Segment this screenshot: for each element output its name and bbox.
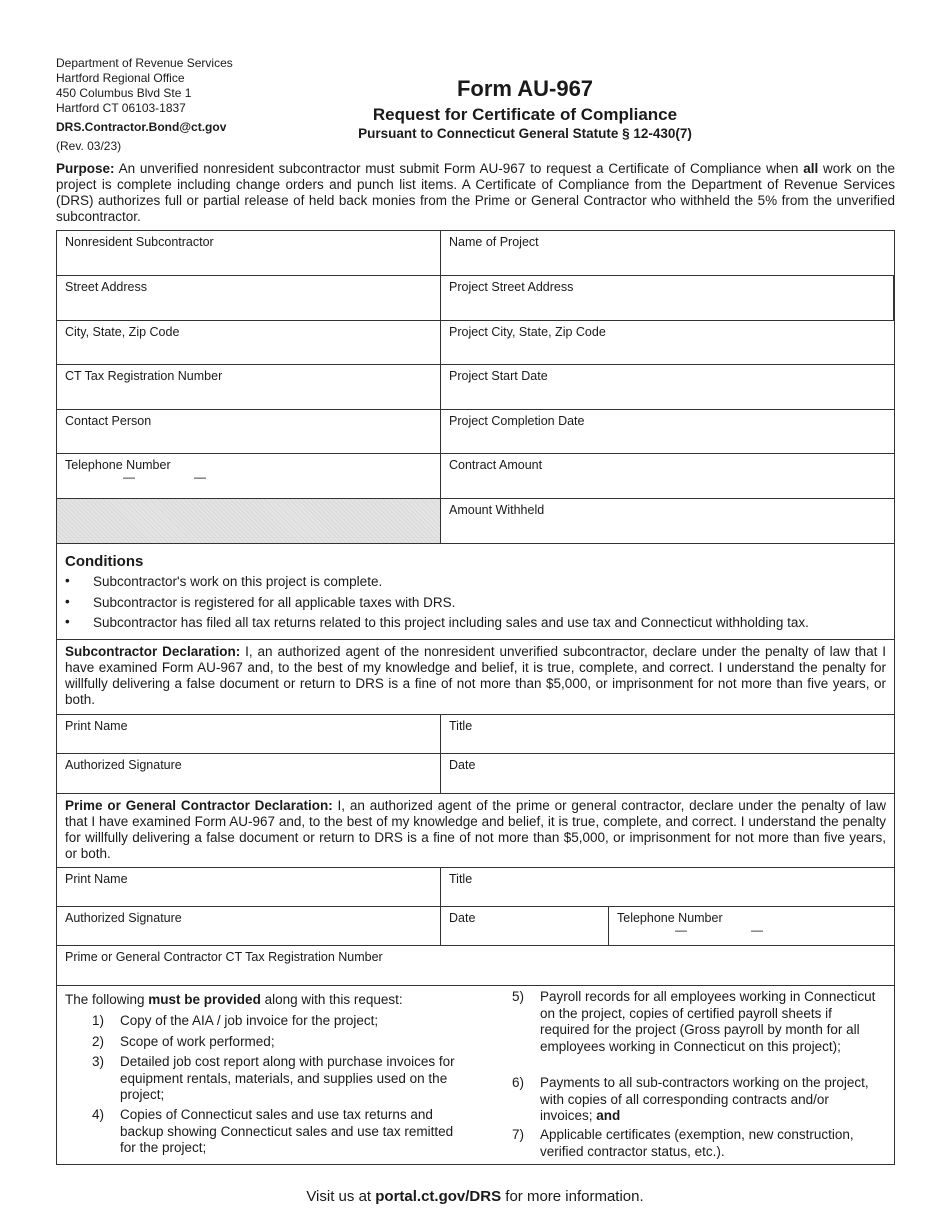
prime-telephone-field[interactable] (609, 907, 894, 946)
field-telephone-number[interactable] (57, 454, 441, 499)
phone-dash: — (675, 923, 687, 937)
field-label: Print Name (65, 872, 128, 886)
bullet-icon: • (65, 594, 70, 609)
prime-contractor-declaration (57, 794, 894, 868)
field-city-state-zip[interactable] (57, 321, 441, 365)
field-label: Print Name (65, 719, 128, 733)
field-label: Nonresident Subcontractor (65, 235, 214, 249)
field-label: Telephone Number (617, 911, 723, 925)
declaration-label: Prime or General Contractor Declaration: (65, 798, 333, 813)
field-label: Authorized Signature (65, 911, 182, 925)
portal-link[interactable]: portal.ct.gov/DRS (375, 1188, 502, 1205)
sub-signature-field[interactable] (57, 754, 441, 794)
form-title: Form AU-967 (456, 76, 594, 101)
purpose-bold: all (803, 161, 819, 176)
declaration-text: I, an authorized agent of the prime or general contractor, declare under the penalty of law that I have examined Form AU-967 and, to the best of my knowledge and belief, it is true, complete, and correct. I understand the penalty for willfully delivering a false document or return to DRS is a fine of not more than $5,000, or imprisonment for not more than five years, or both. (65, 798, 887, 861)
field-label: Date (449, 758, 476, 772)
declaration-text: I, an authorized agent of the nonresident unverified subcontractor, declare under the penalty of law that I have examined Form AU-967 and, to the best of my knowledge and belief, it is true, complete, and correct. I understand the penalty for willfully delivering a false document or return to DRS is a fine of not more than $5,000, or imprisonment for not more than five years, or both. (65, 644, 886, 707)
conditions-title: Conditions (65, 553, 144, 570)
field-name-of-project[interactable] (441, 231, 894, 276)
bullet-icon: • (65, 573, 70, 588)
field-project-start-date[interactable] (441, 365, 894, 410)
field-ct-tax-registration[interactable] (57, 365, 441, 410)
form-header (0, 76, 950, 142)
field-label: Name of Project (449, 235, 539, 249)
field-amount-withheld[interactable] (441, 499, 894, 544)
phone-dash: — (123, 470, 135, 484)
prime-date-field[interactable] (441, 907, 609, 946)
sub-title-field[interactable] (441, 715, 894, 754)
prime-print-name-field[interactable] (57, 868, 441, 907)
field-label: Telephone Number (65, 458, 171, 472)
revision-date: (Rev. 03/23) (56, 139, 122, 153)
field-project-street-address[interactable] (441, 276, 894, 321)
field-project-completion-date[interactable] (441, 410, 894, 454)
form-frame (56, 230, 895, 1165)
purpose-text: An unverified nonresident subcontractor must submit Form AU-967 to request a Certificate of Compliance when (114, 161, 804, 176)
field-contact-person[interactable] (57, 410, 441, 454)
field-label: Authorized Signature (65, 758, 182, 772)
field-label: Contract Amount (449, 458, 543, 472)
declaration-label: Subcontractor Declaration: (65, 644, 241, 659)
field-contract-amount[interactable] (441, 454, 894, 499)
agency-line: Department of Revenue Services (56, 56, 233, 70)
purpose-paragraph (56, 161, 895, 225)
field-label: Project City, State, Zip Code (449, 325, 606, 339)
field-label: Contact Person (65, 414, 152, 428)
prime-ct-tax-field[interactable] (57, 946, 894, 986)
requirements-section: The following must be provided along with this request: 1) Copy of the AIA / job invoice for the project; 2) Scope of work performed; 3) Detailed job cost report along with purchase invoices for equipment rentals, materials, and supplies used on the project; 4) Copies of Connecticut sales and use tax returns and backup showing Connecticut sales and use tax remitted for the project; 5) Payroll records for all employees working in Connecticut on the project, copies of certified payroll sheets if required for the project (Gross payroll by month for all employees working in Connecticut on this project); 6) Payments to all sub-contractors working on the project, with copies of all corresponding contracts and/or invoices; and 7) Applicable certificates (exemption, new construction, verified contractor status, etc.). (65, 989, 876, 1159)
field-label: Title (449, 719, 473, 733)
prime-title-field[interactable] (441, 868, 894, 907)
field-label: Title (449, 872, 473, 886)
sub-date-field[interactable] (441, 754, 894, 794)
agency-line: 450 Columbus Blvd Ste 1 (56, 86, 192, 100)
footer: Visit us at portal.ct.gov/DRS for more information. (306, 1188, 644, 1205)
subcontractor-declaration (57, 640, 894, 715)
field-nonresident-subcontractor[interactable] (57, 231, 441, 276)
phone-dash: — (194, 470, 206, 484)
field-street-address[interactable] (57, 276, 441, 321)
bullet-icon: • (65, 614, 70, 629)
field-project-city-state-zip[interactable] (441, 321, 894, 365)
shaded-cell (57, 499, 441, 544)
agency-line: Hartford CT 06103-1837 (56, 101, 186, 115)
field-label: City, State, Zip Code (65, 325, 180, 339)
form-subtitle: Request for Certificate of Compliance (372, 105, 678, 124)
purpose-label: Purpose: (56, 161, 115, 176)
sub-print-name-field[interactable] (57, 715, 441, 754)
agency-email: DRS.Contractor.Bond@ct.gov (56, 120, 227, 134)
field-label: Project Completion Date (449, 414, 585, 428)
form-statute: Pursuant to Connecticut General Statute § 12-430(7) (358, 126, 692, 141)
field-label: Project Start Date (449, 369, 548, 383)
field-label: Date (449, 911, 476, 925)
conditions-section: Conditions • Subcontractor's work on this project is complete. • Subcontractor is registered for all applicable taxes with DRS. • Subcontractor has filed all tax returns related to this project including sales and use tax and Connecticut withholding tax. (57, 544, 894, 640)
phone-dash: — (751, 923, 763, 937)
agency-line: Hartford Regional Office (56, 71, 185, 85)
field-label: Amount Withheld (449, 503, 545, 517)
prime-signature-field[interactable] (57, 907, 441, 946)
requirements-intro: The following must be provided along with this request: (65, 992, 403, 1007)
field-label: Prime or General Contractor CT Tax Registration Number (65, 950, 383, 964)
field-label: Project Street Address (449, 280, 574, 294)
purpose-text: work on the project is complete including change orders and punch list items. A Certificate of Compliance from the Department of Revenue Services (DRS) authorizes full or partial release of held back monies from the Prime or General Contractor who withheld the 5% from the unverified subcontractor. (56, 161, 895, 224)
field-label: Street Address (65, 280, 147, 294)
field-label: CT Tax Registration Number (65, 369, 223, 383)
